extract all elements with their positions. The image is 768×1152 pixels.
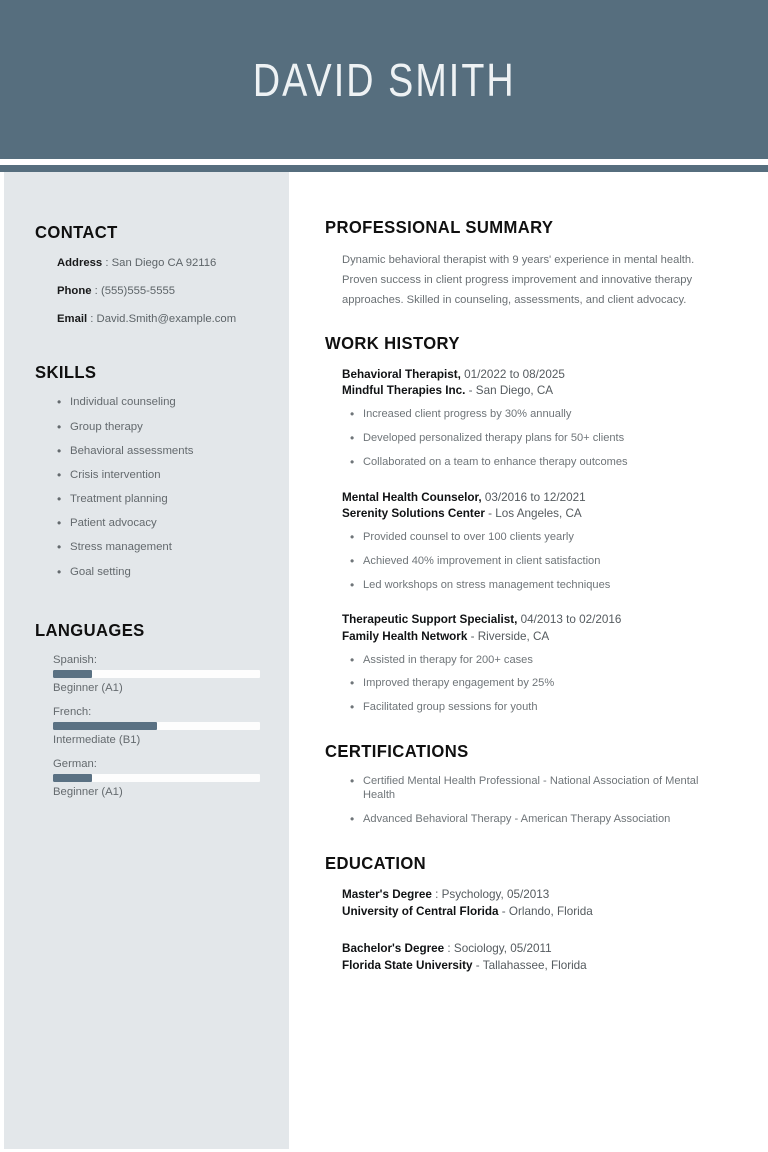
education-field: : Psychology, 05/2013 — [435, 887, 550, 901]
certification-item: • Advanced Behavioral Therapy - American Therapy Association — [350, 813, 728, 827]
language-item — [53, 654, 267, 694]
language-proficiency-fill — [53, 670, 92, 678]
job-org-line — [342, 629, 728, 646]
certifications-section — [325, 741, 728, 827]
contact-field — [57, 284, 267, 298]
contact-field-value: : David.Smith@example.com — [90, 313, 237, 326]
language-level: Intermediate (B1) — [53, 733, 141, 746]
language-item — [53, 758, 267, 798]
skill-item: • Group therapy — [57, 421, 267, 435]
contact-field — [57, 312, 267, 326]
language-proficiency-fill — [53, 774, 92, 782]
education-degree-line — [342, 941, 728, 958]
language-name: German: — [53, 757, 97, 770]
contact-field — [57, 256, 267, 270]
skill-item: • Stress management — [57, 541, 267, 555]
spacer — [35, 340, 267, 362]
job-bullet: • Improved therapy engagement by 25% — [350, 677, 728, 691]
skills-list — [57, 396, 267, 579]
work-history-entry — [342, 490, 728, 593]
header-accent-rule — [0, 165, 768, 172]
sidebar — [4, 172, 289, 1149]
education-school: University of Central Florida — [342, 904, 499, 918]
language-name: Spanish: — [53, 653, 97, 666]
job-bullet-list — [350, 408, 728, 470]
professional-summary-text: Dynamic behavioral therapist with 9 years' experience in mental health. Proven success in client progress improvement and innovative therapy approaches. Skilled in counseling, assessments, and client advocacy. — [342, 254, 695, 306]
contact-section — [35, 222, 267, 326]
certifications-heading: CERTIFICATIONS — [325, 741, 469, 762]
resume-header-band — [0, 0, 768, 159]
job-location: - Los Angeles, CA — [484, 507, 582, 521]
work-history-heading: WORK HISTORY — [325, 332, 460, 353]
work-history-list — [325, 367, 728, 715]
certifications-list — [350, 775, 728, 827]
skills-section — [35, 362, 267, 579]
language-level: Beginner (A1) — [53, 785, 123, 798]
contact-field-value: : (555)555-5555 — [94, 285, 176, 298]
job-title-line — [342, 490, 728, 507]
language-proficiency-bar — [53, 774, 260, 782]
job-title: Therapeutic Support Specialist, — [342, 613, 518, 627]
contact-heading: CONTACT — [35, 222, 118, 242]
job-dates: 03/2016 to 12/2021 — [481, 490, 586, 504]
language-level: Beginner (A1) — [53, 681, 123, 694]
language-proficiency-bar — [53, 670, 260, 678]
languages-heading: LANGUAGES — [35, 619, 145, 640]
language-proficiency-bar — [53, 722, 260, 730]
language-item — [53, 706, 267, 746]
certification-item: • Certified Mental Health Professional - National Association of Mental Health — [350, 775, 728, 803]
job-location: - San Diego, CA — [465, 384, 554, 398]
education-heading: EDUCATION — [325, 852, 427, 873]
language-proficiency-fill — [53, 722, 157, 730]
skill-item: • Treatment planning — [57, 493, 267, 507]
job-location: - Riverside, CA — [467, 630, 550, 644]
job-bullet: • Facilitated group sessions for youth — [350, 701, 728, 715]
work-history-entry — [342, 612, 728, 715]
skill-item: • Crisis intervention — [57, 469, 267, 483]
education-school-line — [342, 904, 728, 921]
education-location: - Tallahassee, Florida — [472, 958, 587, 972]
contact-field-label: Phone — [57, 285, 95, 298]
job-bullet: • Assisted in therapy for 200+ cases — [350, 654, 728, 668]
job-dates: 04/2013 to 02/2016 — [517, 613, 622, 627]
skill-item: • Goal setting — [57, 566, 267, 580]
job-bullet: • Increased client progress by 30% annually — [350, 408, 728, 422]
languages-list — [53, 654, 267, 798]
job-bullet: • Achieved 40% improvement in client satisfaction — [350, 555, 728, 569]
education-degree-line — [342, 887, 728, 904]
education-list — [325, 887, 728, 975]
spacer — [325, 311, 728, 333]
work-history-section — [325, 333, 728, 715]
education-entry — [342, 941, 728, 975]
education-entry — [342, 887, 728, 921]
job-bullet-list — [350, 531, 728, 593]
skills-heading: SKILLS — [35, 362, 97, 383]
language-name: French: — [53, 705, 92, 718]
job-company: Mindful Therapies Inc. — [342, 384, 466, 398]
contact-field-value: : San Diego CA 92116 — [105, 257, 217, 269]
job-title-line — [342, 612, 728, 629]
spacer — [325, 725, 728, 741]
contact-field-label: Email — [57, 313, 91, 326]
languages-section — [35, 620, 267, 798]
job-bullet: • Developed personalized therapy plans for 50+ clients — [350, 432, 728, 446]
job-bullet: • Collaborated on a team to enhance therapy outcomes — [350, 456, 728, 470]
job-bullet: • Provided counsel to over 100 clients yearly — [350, 531, 728, 545]
job-title-line — [342, 367, 728, 384]
job-bullet: • Led workshops on stress management techniques — [350, 579, 728, 593]
job-bullet-list — [350, 654, 728, 716]
job-dates: 01/2022 to 08/2025 — [460, 367, 565, 381]
job-title: Mental Health Counselor, — [342, 490, 482, 504]
professional-summary-section — [325, 217, 728, 311]
education-degree: Master's Degree — [342, 887, 436, 901]
skill-item: • Patient advocacy — [57, 517, 267, 531]
skill-item: • Individual counseling — [57, 396, 267, 410]
job-company: Serenity Solutions Center — [342, 507, 485, 521]
spacer — [325, 837, 728, 853]
job-org-line — [342, 383, 728, 400]
job-org-line — [342, 506, 728, 523]
professional-summary-heading: PROFESSIONAL SUMMARY — [325, 217, 554, 237]
education-field: : Sociology, 05/2011 — [447, 941, 552, 955]
contact-field-list — [35, 256, 267, 326]
job-title: Behavioral Therapist, — [342, 367, 461, 381]
education-school: Florida State University — [342, 958, 473, 972]
education-degree: Bachelor's Degree — [342, 941, 448, 955]
skill-item: • Behavioral assessments — [57, 445, 267, 459]
job-company: Family Health Network — [342, 630, 468, 644]
education-section — [325, 853, 728, 975]
contact-field-label: Address — [57, 257, 106, 269]
education-location: - Orlando, Florida — [498, 904, 593, 918]
spacer — [35, 590, 267, 620]
candidate-name: DAVID SMITH — [252, 53, 516, 106]
main-column — [289, 172, 768, 1152]
education-school-line — [342, 958, 728, 975]
work-history-entry — [342, 367, 728, 470]
